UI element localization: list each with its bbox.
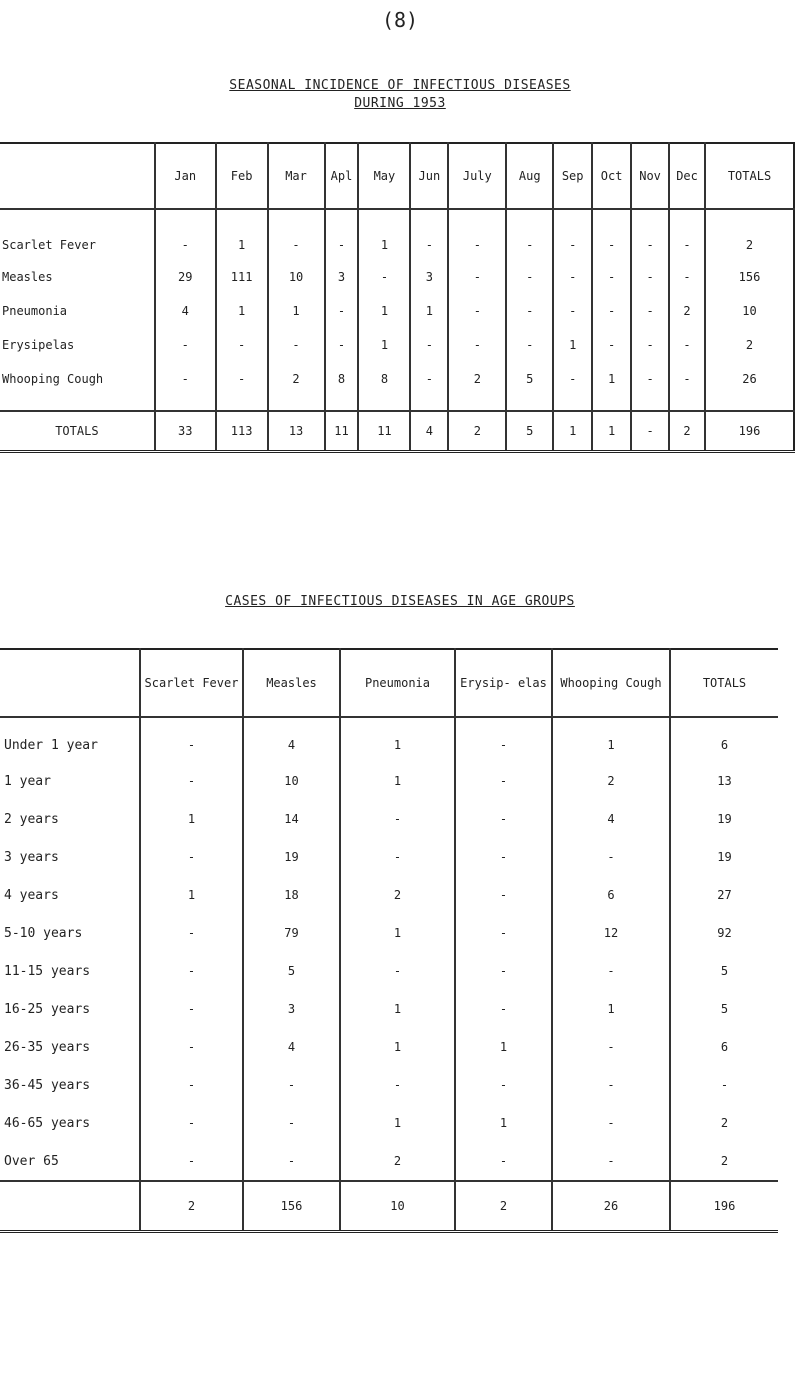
row-label: [0, 1181, 140, 1232]
table-cell: -: [340, 800, 455, 838]
table-cell: 5: [243, 952, 340, 990]
table-row: [0, 209, 794, 260]
table-row: [0, 362, 794, 411]
table-cell: -: [552, 1142, 670, 1181]
table-cell: 29: [155, 260, 216, 294]
table-cell: 10: [268, 260, 325, 294]
table-cell: 1: [216, 294, 268, 328]
table-cell: 2: [140, 1181, 243, 1232]
table-cell: 2: [340, 876, 455, 914]
table-cell: -: [631, 260, 669, 294]
table1-title-line1: SEASONAL INCIDENCE OF INFECTIOUS DISEASES: [229, 78, 571, 93]
table-cell: 5: [670, 990, 778, 1028]
table-cell: -: [340, 952, 455, 990]
table-cell: -: [448, 209, 506, 260]
table-cell: -: [455, 952, 552, 990]
table-cell: 1: [340, 914, 455, 952]
row-label: Measles: [2, 270, 53, 284]
table-cell: -: [506, 328, 553, 362]
table-cell: 6: [552, 876, 670, 914]
table-cell: 19: [670, 800, 778, 838]
table-cell: 1: [592, 362, 631, 411]
table-cell: -: [553, 362, 592, 411]
table-cell: 6: [670, 717, 778, 762]
table1-col-header: Dec: [669, 143, 705, 209]
table-row: [0, 762, 778, 800]
row-label: Over 65: [4, 1153, 59, 1169]
totals-row: [0, 411, 794, 452]
table2-col-header: Whooping Cough: [552, 649, 670, 717]
table-cell: -: [552, 952, 670, 990]
table-cell: 3: [410, 260, 448, 294]
table-cell: -: [631, 328, 669, 362]
table-row: [0, 294, 794, 328]
table-cell: -: [140, 1028, 243, 1066]
table-cell: 1: [340, 1028, 455, 1066]
table-cell: 1: [455, 1028, 552, 1066]
table-cell: 8: [358, 362, 410, 411]
table-cell: -: [448, 294, 506, 328]
table-cell: -: [155, 209, 216, 260]
table2-title: CASES OF INFECTIOUS DISEASES IN AGE GROUPS: [225, 594, 575, 609]
table2-col-header: Erysip- elas: [455, 649, 552, 717]
table-cell: 196: [705, 411, 794, 452]
table-cell: -: [268, 209, 325, 260]
table-cell: -: [455, 800, 552, 838]
table-cell: -: [592, 294, 631, 328]
table1-col-header: Oct: [592, 143, 631, 209]
table-cell: 10: [340, 1181, 455, 1232]
seasonal-incidence-table: [0, 142, 795, 453]
row-label: Pneumonia: [2, 304, 68, 318]
table-cell: -: [140, 952, 243, 990]
table-row: [0, 1066, 778, 1104]
table-cell: 12: [552, 914, 670, 952]
table-cell: -: [455, 990, 552, 1028]
table-cell: 2: [455, 1181, 552, 1232]
table-cell: -: [155, 328, 216, 362]
table-cell: 111: [216, 260, 268, 294]
table-cell: 5: [506, 362, 553, 411]
table-cell: 156: [705, 260, 794, 294]
table-cell: 2: [448, 411, 506, 452]
table-cell: -: [455, 876, 552, 914]
table-cell: 3: [243, 990, 340, 1028]
table-row: [0, 800, 778, 838]
row-label: 36-45 years: [4, 1077, 91, 1093]
table-cell: 14: [243, 800, 340, 838]
table-cell: -: [553, 294, 592, 328]
table-row: [0, 876, 778, 914]
table-cell: -: [243, 1066, 340, 1104]
row-label: 46-65 years: [4, 1115, 91, 1131]
table-cell: 1: [340, 990, 455, 1028]
table-cell: 2: [670, 1104, 778, 1142]
table1-col-header: May: [358, 143, 410, 209]
table-cell: 10: [705, 294, 794, 328]
table-cell: -: [140, 762, 243, 800]
table-cell: -: [268, 328, 325, 362]
table-row: [0, 952, 778, 990]
table1-col-header: Jun: [410, 143, 448, 209]
table2-col-header: Measles: [243, 649, 340, 717]
table-cell: 4: [243, 1028, 340, 1066]
table-cell: -: [669, 362, 705, 411]
row-label: 16-25 years: [4, 1001, 91, 1017]
table-cell: -: [216, 328, 268, 362]
table-cell: -: [553, 260, 592, 294]
table-cell: -: [410, 328, 448, 362]
table-cell: -: [592, 209, 631, 260]
table1-col-header: Sep: [553, 143, 592, 209]
table-cell: 1: [216, 209, 268, 260]
table-cell: -: [243, 1104, 340, 1142]
table-cell: -: [506, 209, 553, 260]
table2-col-header: Scarlet Fever: [140, 649, 243, 717]
table1-col-header: July: [448, 143, 506, 209]
table-cell: -: [669, 260, 705, 294]
row-label: Whooping Cough: [2, 372, 104, 386]
table-cell: -: [631, 209, 669, 260]
table-cell: -: [140, 717, 243, 762]
table-row: [0, 1142, 778, 1181]
table-row: [0, 1028, 778, 1066]
table-cell: -: [140, 914, 243, 952]
table-cell: 196: [670, 1181, 778, 1232]
table-cell: -: [631, 411, 669, 452]
table-cell: 156: [243, 1181, 340, 1232]
table-cell: -: [243, 1142, 340, 1181]
table-cell: -: [325, 328, 359, 362]
table-cell: 4: [552, 800, 670, 838]
row-label: 26-35 years: [4, 1039, 91, 1055]
table-cell: -: [140, 1104, 243, 1142]
table2-header-row: [0, 649, 778, 717]
table-cell: 2: [340, 1142, 455, 1181]
table-cell: 1: [340, 717, 455, 762]
table-cell: -: [455, 1142, 552, 1181]
table-cell: -: [448, 328, 506, 362]
table-cell: 1: [410, 294, 448, 328]
table-cell: 2: [268, 362, 325, 411]
table-cell: -: [552, 1104, 670, 1142]
table-cell: 19: [243, 838, 340, 876]
table-cell: 11: [325, 411, 359, 452]
table-row: [0, 260, 794, 294]
table-cell: -: [455, 717, 552, 762]
table-cell: -: [325, 294, 359, 328]
table-cell: 27: [670, 876, 778, 914]
table-cell: -: [631, 294, 669, 328]
table-cell: 1: [140, 876, 243, 914]
table1-col-header: Aug: [506, 143, 553, 209]
table-cell: -: [340, 838, 455, 876]
table-cell: 79: [243, 914, 340, 952]
table1-col-header: Mar: [268, 143, 325, 209]
table-row: [0, 838, 778, 876]
table-cell: 2: [669, 411, 705, 452]
table1-title-line2: DURING 1953: [354, 96, 446, 111]
table-cell: -: [140, 1066, 243, 1104]
table-cell: -: [410, 362, 448, 411]
table-cell: 1: [140, 800, 243, 838]
table-cell: -: [506, 294, 553, 328]
table-cell: -: [216, 362, 268, 411]
table-cell: 18: [243, 876, 340, 914]
table-cell: -: [140, 838, 243, 876]
table-cell: 1: [553, 328, 592, 362]
row-label: 1 year: [4, 773, 51, 789]
table-row: [0, 990, 778, 1028]
table-cell: 2: [705, 209, 794, 260]
table-cell: 11: [358, 411, 410, 452]
table-cell: 2: [669, 294, 705, 328]
table-cell: -: [506, 260, 553, 294]
totals-row: [0, 1181, 778, 1232]
table-cell: -: [669, 328, 705, 362]
table-cell: -: [552, 1066, 670, 1104]
table-cell: -: [410, 209, 448, 260]
table-cell: 13: [268, 411, 325, 452]
table-row: [0, 914, 778, 952]
table-cell: 1: [592, 411, 631, 452]
table-cell: 2: [670, 1142, 778, 1181]
table-cell: -: [155, 362, 216, 411]
table-cell: -: [631, 362, 669, 411]
table-cell: -: [592, 260, 631, 294]
table-cell: 8: [325, 362, 359, 411]
table-cell: -: [455, 838, 552, 876]
row-label: TOTALS: [0, 411, 155, 452]
table-cell: 4: [243, 717, 340, 762]
row-label: Erysipelas: [2, 338, 75, 352]
table1-col-header: Nov: [631, 143, 669, 209]
table-cell: -: [592, 328, 631, 362]
table2-col-header: TOTALS: [670, 649, 778, 717]
table-cell: 6: [670, 1028, 778, 1066]
table-cell: 4: [155, 294, 216, 328]
table1-col-header: Jan: [155, 143, 216, 209]
table-cell: 13: [670, 762, 778, 800]
table-cell: 26: [552, 1181, 670, 1232]
table-cell: 113: [216, 411, 268, 452]
table-cell: 4: [410, 411, 448, 452]
table-cell: 1: [552, 990, 670, 1028]
table-cell: 3: [325, 260, 359, 294]
table-cell: 92: [670, 914, 778, 952]
table-cell: -: [553, 209, 592, 260]
row-label: 3 years: [4, 849, 59, 865]
table-cell: 26: [705, 362, 794, 411]
table-cell: -: [455, 914, 552, 952]
row-label: 2 years: [4, 811, 59, 827]
table-row: [0, 717, 778, 762]
table-cell: -: [670, 1066, 778, 1104]
table-cell: 1: [340, 1104, 455, 1142]
table-cell: 5: [670, 952, 778, 990]
table-cell: -: [140, 990, 243, 1028]
table-cell: 2: [705, 328, 794, 362]
row-label: Under 1 year: [4, 737, 98, 753]
row-label: 11-15 years: [4, 963, 91, 979]
table-cell: -: [552, 1028, 670, 1066]
table-row: [0, 328, 794, 362]
table-cell: -: [140, 1142, 243, 1181]
table1-header-row: [0, 143, 794, 209]
table-cell: 1: [358, 209, 410, 260]
table-cell: 5: [506, 411, 553, 452]
table-cell: -: [552, 838, 670, 876]
table1-col-header: Feb: [216, 143, 268, 209]
row-label: 4 years: [4, 887, 59, 903]
table-cell: 19: [670, 838, 778, 876]
table-cell: 1: [358, 328, 410, 362]
table-cell: 1: [340, 762, 455, 800]
table-cell: -: [325, 209, 359, 260]
table-cell: 2: [552, 762, 670, 800]
table-cell: 1: [268, 294, 325, 328]
table1-col-header: TOTALS: [705, 143, 794, 209]
table-cell: 1: [358, 294, 410, 328]
table-cell: 1: [552, 717, 670, 762]
table2-col-header: Pneumonia: [340, 649, 455, 717]
table-row: [0, 1104, 778, 1142]
row-label: 5-10 years: [4, 925, 83, 941]
table-cell: 1: [553, 411, 592, 452]
table-cell: -: [448, 260, 506, 294]
table-cell: 1: [455, 1104, 552, 1142]
age-groups-table: [0, 648, 778, 1233]
table-cell: -: [455, 1066, 552, 1104]
table-cell: -: [669, 209, 705, 260]
table-cell: -: [455, 762, 552, 800]
table-cell: -: [358, 260, 410, 294]
table-cell: 2: [448, 362, 506, 411]
table-cell: 33: [155, 411, 216, 452]
row-label: Scarlet Fever: [2, 238, 96, 252]
table-cell: -: [340, 1066, 455, 1104]
table-cell: 10: [243, 762, 340, 800]
page-number: (8): [381, 8, 419, 32]
table1-col-header: Apl: [325, 143, 359, 209]
